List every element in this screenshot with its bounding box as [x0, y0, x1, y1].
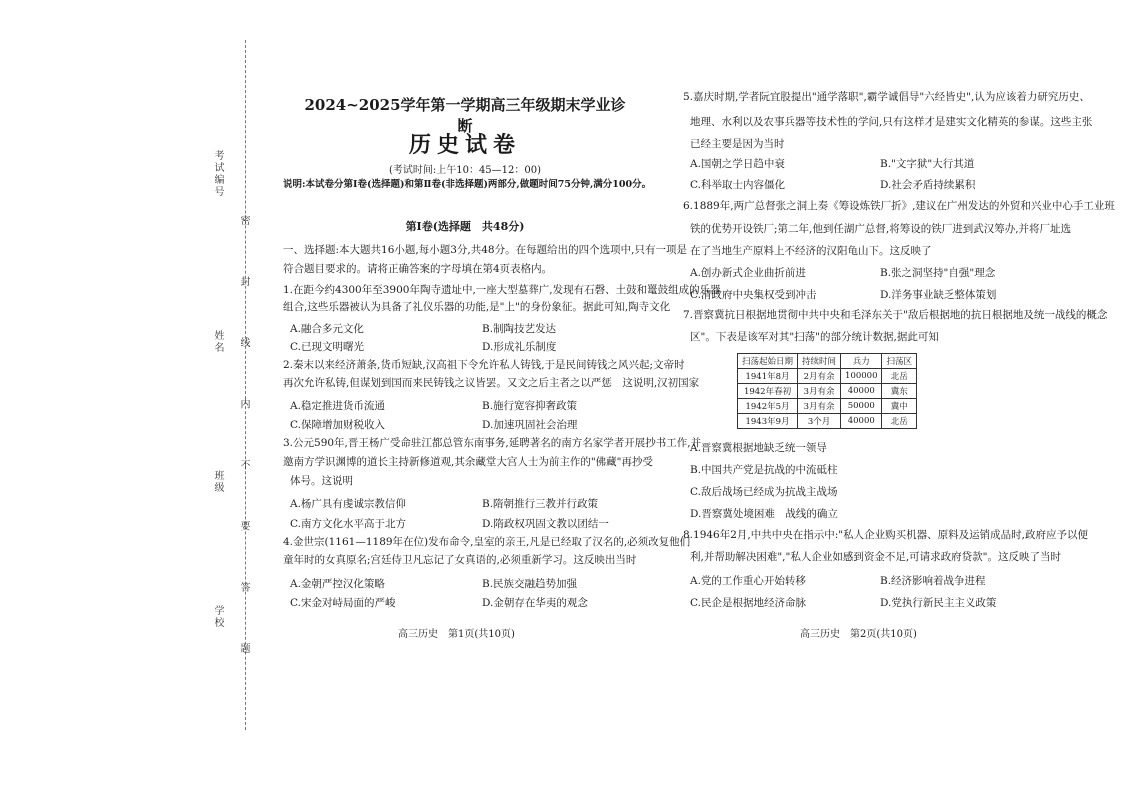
question-text: 邀南方学识渊博的道长主持新修道观,其余藏堂大宫人士为前主作的"佛藏"再抄受 — [283, 456, 653, 468]
question-text: 利,并帮助解决困难","私人企业如感到资金不足,可请求政府贷款"。这反映了当时 — [690, 551, 1062, 563]
gutter-seal-warning: 密 封 线 内 不 要 答 题 — [238, 215, 249, 678]
option-b: B.中国共产党是抗战的中流砥柱 — [690, 464, 838, 476]
table-cell: 3月有余 — [798, 384, 841, 399]
table-cell: 北岳 — [882, 414, 917, 429]
question-text: 在了当地生产原料上不经济的汉阳龟山下。这反映了 — [690, 245, 932, 257]
table-cell: 2月有余 — [798, 369, 841, 384]
option-c: C.宋金对峙局面的严峻 — [290, 597, 396, 609]
question-text: 再次允许私铸,但谋划到国而来民铸钱之议皆罢。又文之后主者之以严惩 这说明,汉初国家 — [283, 377, 700, 389]
option-d: D.党执行新民主主义政策 — [880, 597, 997, 609]
table-header-row — [738, 354, 917, 369]
question-text: 8.1946年2月,中共中央在指示中:"私人企业购买机器、原料及运销成品时,政府应予以便 — [683, 529, 1088, 541]
question-text: 已经主要是因为当时 — [690, 138, 785, 150]
option-c: C.南方文化水平高于北方 — [290, 518, 406, 530]
option-b: B.经济影响着战争进程 — [880, 575, 986, 587]
subject-title: 历史试卷 — [408, 132, 521, 158]
section-title: 第Ⅰ卷(选择题 共48分) — [405, 220, 525, 233]
option-d: D.社会矛盾持续累积 — [880, 179, 976, 191]
question-text: 童年时的女真原名;宫廷侍卫凡忘记了女真语的,必须重新学习。这反映出当时 — [283, 554, 637, 566]
section-instruction-line: 一、选择题:本大题共16小题,每小题3分,共48分。在每题给出的四个选项中,只有一项是 — [283, 244, 687, 256]
table-cell: 北岳 — [882, 369, 917, 384]
table-header-cell: 持续时间 — [798, 354, 841, 369]
option-d: D.隋政权巩固文教以团结一 — [482, 518, 609, 530]
exam-time: (考试时间:上午10：45—12：00) — [388, 165, 542, 176]
table-row — [738, 384, 917, 399]
option-d: D.洋务事业缺乏整体策划 — [880, 289, 997, 301]
question-text: 5.嘉庆时期,学者阮宜股提出"通学落职",霸学诚倡导"六经皆史",认为应该着力研究历史、 — [683, 91, 1090, 103]
table-cell: 1942年春初 — [738, 384, 798, 399]
option-c: C.科举取士内容僵化 — [690, 179, 785, 191]
exam-title: 2024~2025学年第一学期高三年级期末学业诊断 — [304, 96, 626, 135]
option-c: C.已现文明曙光 — [290, 341, 364, 353]
option-a: A.融合多元文化 — [290, 323, 364, 335]
statistics-table — [737, 353, 917, 429]
gutter-label-name: 姓名 — [212, 330, 223, 354]
table-cell: 1941年8月 — [738, 369, 798, 384]
option-d: D.晋察冀处境困难 战线的确立 — [690, 508, 838, 520]
option-b: B.隋朝推行三教并行政策 — [482, 498, 599, 510]
option-c: C.敌后战场已经成为抗战主战场 — [690, 486, 838, 498]
table-cell: 1943年9月 — [738, 414, 798, 429]
table-cell: 3月有余 — [798, 399, 841, 414]
table-cell: 1942年5月 — [738, 399, 798, 414]
table-header-cell: 兵力 — [841, 354, 882, 369]
question-text: 4.金世宗(1161—1189年在位)发布命令,皇室的亲王,凡是已经取了汉名的,必须改复他们 — [283, 536, 691, 548]
table-row — [738, 399, 917, 414]
page-footer-left: 高三历史 第1页(共10页) — [398, 629, 515, 640]
question-text: 组合,这些乐器被认为具备了礼仪乐器的功能,是"上"的身份象征。据此可知,陶寺文化 — [283, 301, 671, 313]
gutter-label-exam-number: 考试编号 — [212, 150, 223, 198]
option-a: A.创办新式企业曲折前进 — [690, 267, 806, 279]
option-a: A.稳定推进货币流通 — [290, 400, 385, 412]
table-cell: 100000 — [841, 369, 882, 384]
table-cell: 40000 — [841, 384, 882, 399]
page-footer-right: 高三历史 第2页(共10页) — [800, 629, 917, 640]
table-cell: 冀东 — [882, 384, 917, 399]
option-b: B.施行宽容抑奢政策 — [482, 400, 578, 412]
option-a: A.金朝严控汉化策略 — [290, 578, 385, 590]
option-d: D.金朝存在华夷的观念 — [482, 597, 588, 609]
question-text: 区"。下表是该军对其"扫荡"的部分统计数据,据此可知 — [690, 331, 939, 343]
table-header-cell: 扫荡区 — [882, 354, 917, 369]
gutter-label-class: 班级 — [212, 470, 223, 494]
table-cell: 40000 — [841, 414, 882, 429]
option-c: C.清政府中央集权受到冲击 — [690, 289, 817, 301]
table-cell: 50000 — [841, 399, 882, 414]
table-row — [738, 414, 917, 429]
option-d: D.加速巩固社会治理 — [482, 419, 578, 431]
gutter-label-school: 学校 — [212, 605, 223, 629]
table-cell: 冀中 — [882, 399, 917, 414]
option-a: A.党的工作重心开始转移 — [690, 575, 806, 587]
question-text: 地理、水利以及农事兵器等技术性的学问,只有这样才是建实文化精英的参谋。这些主张 — [690, 116, 1093, 128]
table-row — [738, 369, 917, 384]
table-cell: 3个月 — [798, 414, 841, 429]
option-b: B.制陶技艺发达 — [482, 323, 557, 335]
table-header-cell: 扫荡起始日期 — [738, 354, 798, 369]
question-text: 铁的优势开设铁厂;第二年,他到任湖广总督,将筹设的铁厂进到武汉筹办,并将厂址选 — [690, 223, 1072, 235]
option-a: A.国朝之学日趋中衰 — [690, 158, 785, 170]
question-text: 7.晋察冀抗日根据地贯彻中共中央和毛泽东关于"敌后根据地的抗日根据地及统一战线的概念 — [683, 309, 1108, 321]
section-instruction-line: 符合题目要求的。请将正确答案的字母填在第4页表格内。 — [283, 263, 553, 275]
option-b: B.民族交融趋势加强 — [482, 578, 578, 590]
option-a: A.晋察冀根据地缺乏统一领导 — [690, 442, 827, 454]
question-text: 3.公元590年,晋王杨广受命驻江都总管东南事务,延聘著名的南方名家学者开展抄书工作,并 — [283, 437, 702, 449]
option-a: A.杨广具有虔诚宗教信仰 — [290, 498, 406, 510]
option-b: B."文字狱"大行其道 — [880, 158, 975, 170]
option-c: C.保障增加财税收入 — [290, 419, 385, 431]
option-b: B.张之洞坚持"自强"理念 — [880, 267, 996, 279]
question-text: 2.秦末以来经济萧条,货币短缺,汉高祖下令允许私人铸钱,于是民间铸钱之风兴起;文帝时 — [283, 359, 685, 371]
option-c: C.民企是根据地经济命脉 — [690, 597, 806, 609]
question-text: 6.1889年,两广总督张之洞上奏《筹设炼铁厂折》,建议在广州发达的外贸和兴业中心手工业班 — [683, 200, 1115, 212]
option-d: D.形成礼乐制度 — [482, 341, 557, 353]
question-text: 体号。这说明 — [290, 475, 353, 487]
question-text: 1.在距今约4300年至3900年陶寺遗址中,一座大型墓葬广,发现有石磬、土鼓和鼍鼓组成的乐器 — [283, 284, 721, 296]
exam-note: 说明:本试卷分第Ⅰ卷(选择题)和第Ⅱ卷(非选择题)两部分,做题时间75分钟,满分100分。 — [283, 179, 652, 190]
